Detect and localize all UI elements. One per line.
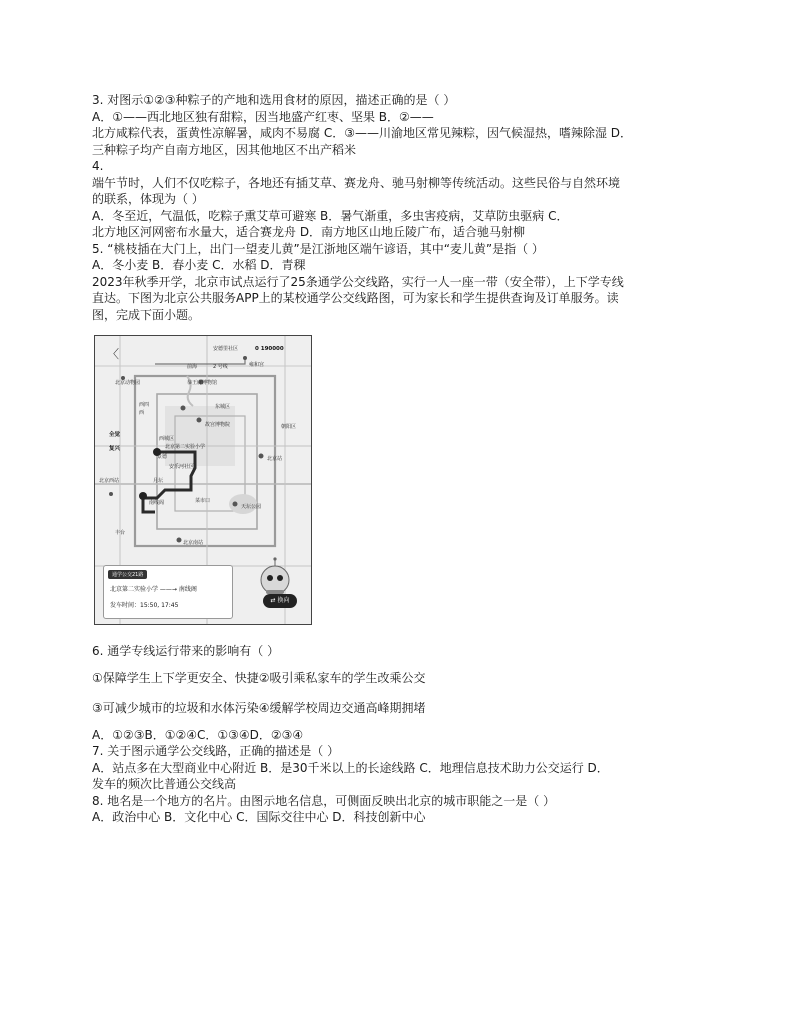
q6-stem: 6. 通学专线运行带来的影响有（ ） — [92, 644, 280, 658]
route-departure-time: 发车时间：15:50, 17:45 — [110, 602, 179, 609]
label-tiantan: 天坛公园 — [241, 504, 262, 510]
label-xisi: 西四 — [139, 402, 150, 408]
label-line2: 2 号线 — [213, 364, 228, 370]
label-bjstation: 北京站 — [267, 456, 283, 462]
route-stops: 北京第二实验小学 ——→ 南线阁 — [110, 586, 197, 593]
q5-options: A．冬小麦 B．春小麦 C．水稻 D．青稞 — [92, 258, 306, 272]
q3-options-line1: A．①——西北地区独有甜粽，因当地盛产红枣、坚果 B．②—— — [92, 109, 434, 124]
label-nanheyan: 南线阁 — [149, 500, 165, 506]
label-xichengqu: 西城区 — [159, 436, 175, 442]
label-fuxingmen: 复兴 — [109, 446, 121, 452]
route-tag: 通学公交21路 — [108, 570, 147, 579]
label-dongcheng: 东城区 — [215, 404, 231, 410]
label-qianhai: 前海 — [187, 364, 198, 370]
q6-statement-2: ③可减少城市的垃圾和水体污染④缓解学校周边交通高峰期拥堵 — [92, 701, 426, 715]
label-fengtai: 丰台 — [115, 530, 126, 536]
label-bjwest: 北京西站 — [99, 478, 120, 484]
q3-options-line3: 三种粽子均产自南方地区，因其他地区不出产稻米 — [92, 142, 357, 157]
label-jingdu: 景德 — [157, 454, 168, 460]
label-museum: 恭王府博物馆 — [187, 380, 218, 386]
label-bj-south: 北京南站 — [183, 540, 204, 546]
q5-stem: 5. “桃枝插在大门上，出门一望麦儿黄”是江浙地区端午谚语，其中“麦儿黄”是指（ ） — [92, 241, 544, 256]
q6-choices: A．①②③B．①②④C．①③④D．②③④ — [92, 727, 304, 742]
intro-line1: 2023年秋季开学，北京市试点运行了25条通学公交线路，实行一人一座一带（安全带），上下学专线 — [92, 274, 624, 289]
q7-options-line1: A．站点多在大型商业中心附近 B．是30千米以上的长途线路 C．地理信息技术助力公交运行 D． — [92, 760, 609, 775]
intro-line2: 直达。下图为北京公共服务APP上的某校通学公交线路图，可为家长和学生提供查询及订单服务。读 — [92, 291, 619, 305]
q8-options: A．政治中心 B．文化中心 C．国际交往中心 D．科技创新中心 — [92, 810, 426, 824]
label-yuetan: 月坛 — [153, 478, 164, 484]
q4-stem-line2: 的联系，体现为（ ） — [92, 192, 204, 206]
q4-options-line1: A．冬至近，气温低，吃粽子熏艾草可避寒 B．暑气渐重，多虫害疫病，艾草防虫驱病 C． — [92, 208, 569, 223]
label-anqing: 安乐河社区 — [169, 464, 195, 470]
intro-line3: 图，完成下面小题。 — [92, 307, 201, 322]
q4-number: 4. — [92, 159, 104, 173]
question-page — [92, 92, 706, 826]
label-zoo: 北京动物园 — [115, 380, 141, 386]
q4-stem-line1: 端午节时，人们不仅吃粽子，各地还有插艾草、赛龙舟、驰马射柳等传统活动。这些民俗与自然环境 — [92, 175, 621, 190]
label-chaoyang: 朝阳区 — [281, 424, 297, 430]
q3-options-line2: 北方咸粽代表，蛋黄性凉解暑，咸肉不易腐 C．③——川渝地区常见辣粽，因气候湿热，嗜辣除湿 D． — [92, 126, 633, 140]
q4-options-line2: 北方地区河网密布水量大，适合赛龙舟 D．南方地区山地丘陵广布，适合驰马射柳 — [92, 225, 526, 239]
label-school: 北京第二实验小学 — [165, 444, 206, 450]
bus-route-map — [94, 335, 312, 625]
map-scale: 0 190000 — [255, 346, 284, 352]
label-xidan: 西 — [139, 410, 145, 416]
swap-direction-button[interactable]: ⇄ 换向 — [263, 594, 297, 608]
q3-stem: 3. 对图示①②③种粽子的产地和选用食材的原因，描述正确的是（ ） — [92, 93, 456, 107]
label-caishikou: 菜市口 — [195, 498, 211, 504]
q7-options-line2: 发车的频次比普通公交线高 — [92, 777, 237, 791]
label-quanjue: 全觉 — [109, 432, 121, 438]
q8-stem: 8. 地名是一个地方的名片。由图示地名信息，可侧面反映出北京的城市职能之一是（ ） — [92, 793, 556, 808]
label-yonghe: 雍和宫 — [249, 362, 265, 368]
label-gugong: 故宫博物院 — [205, 422, 231, 428]
label-anzhen: 安德里社区 — [213, 346, 239, 352]
q7-stem: 7. 关于图示通学公交线路，正确的描述是（ ） — [92, 744, 340, 758]
q6-statement-1: ①保障学生上下学更安全、快捷②吸引乘私家车的学生改乘公交 — [92, 670, 426, 685]
route-info-card[interactable] — [103, 565, 233, 619]
back-icon[interactable]: 〈 — [107, 347, 120, 361]
